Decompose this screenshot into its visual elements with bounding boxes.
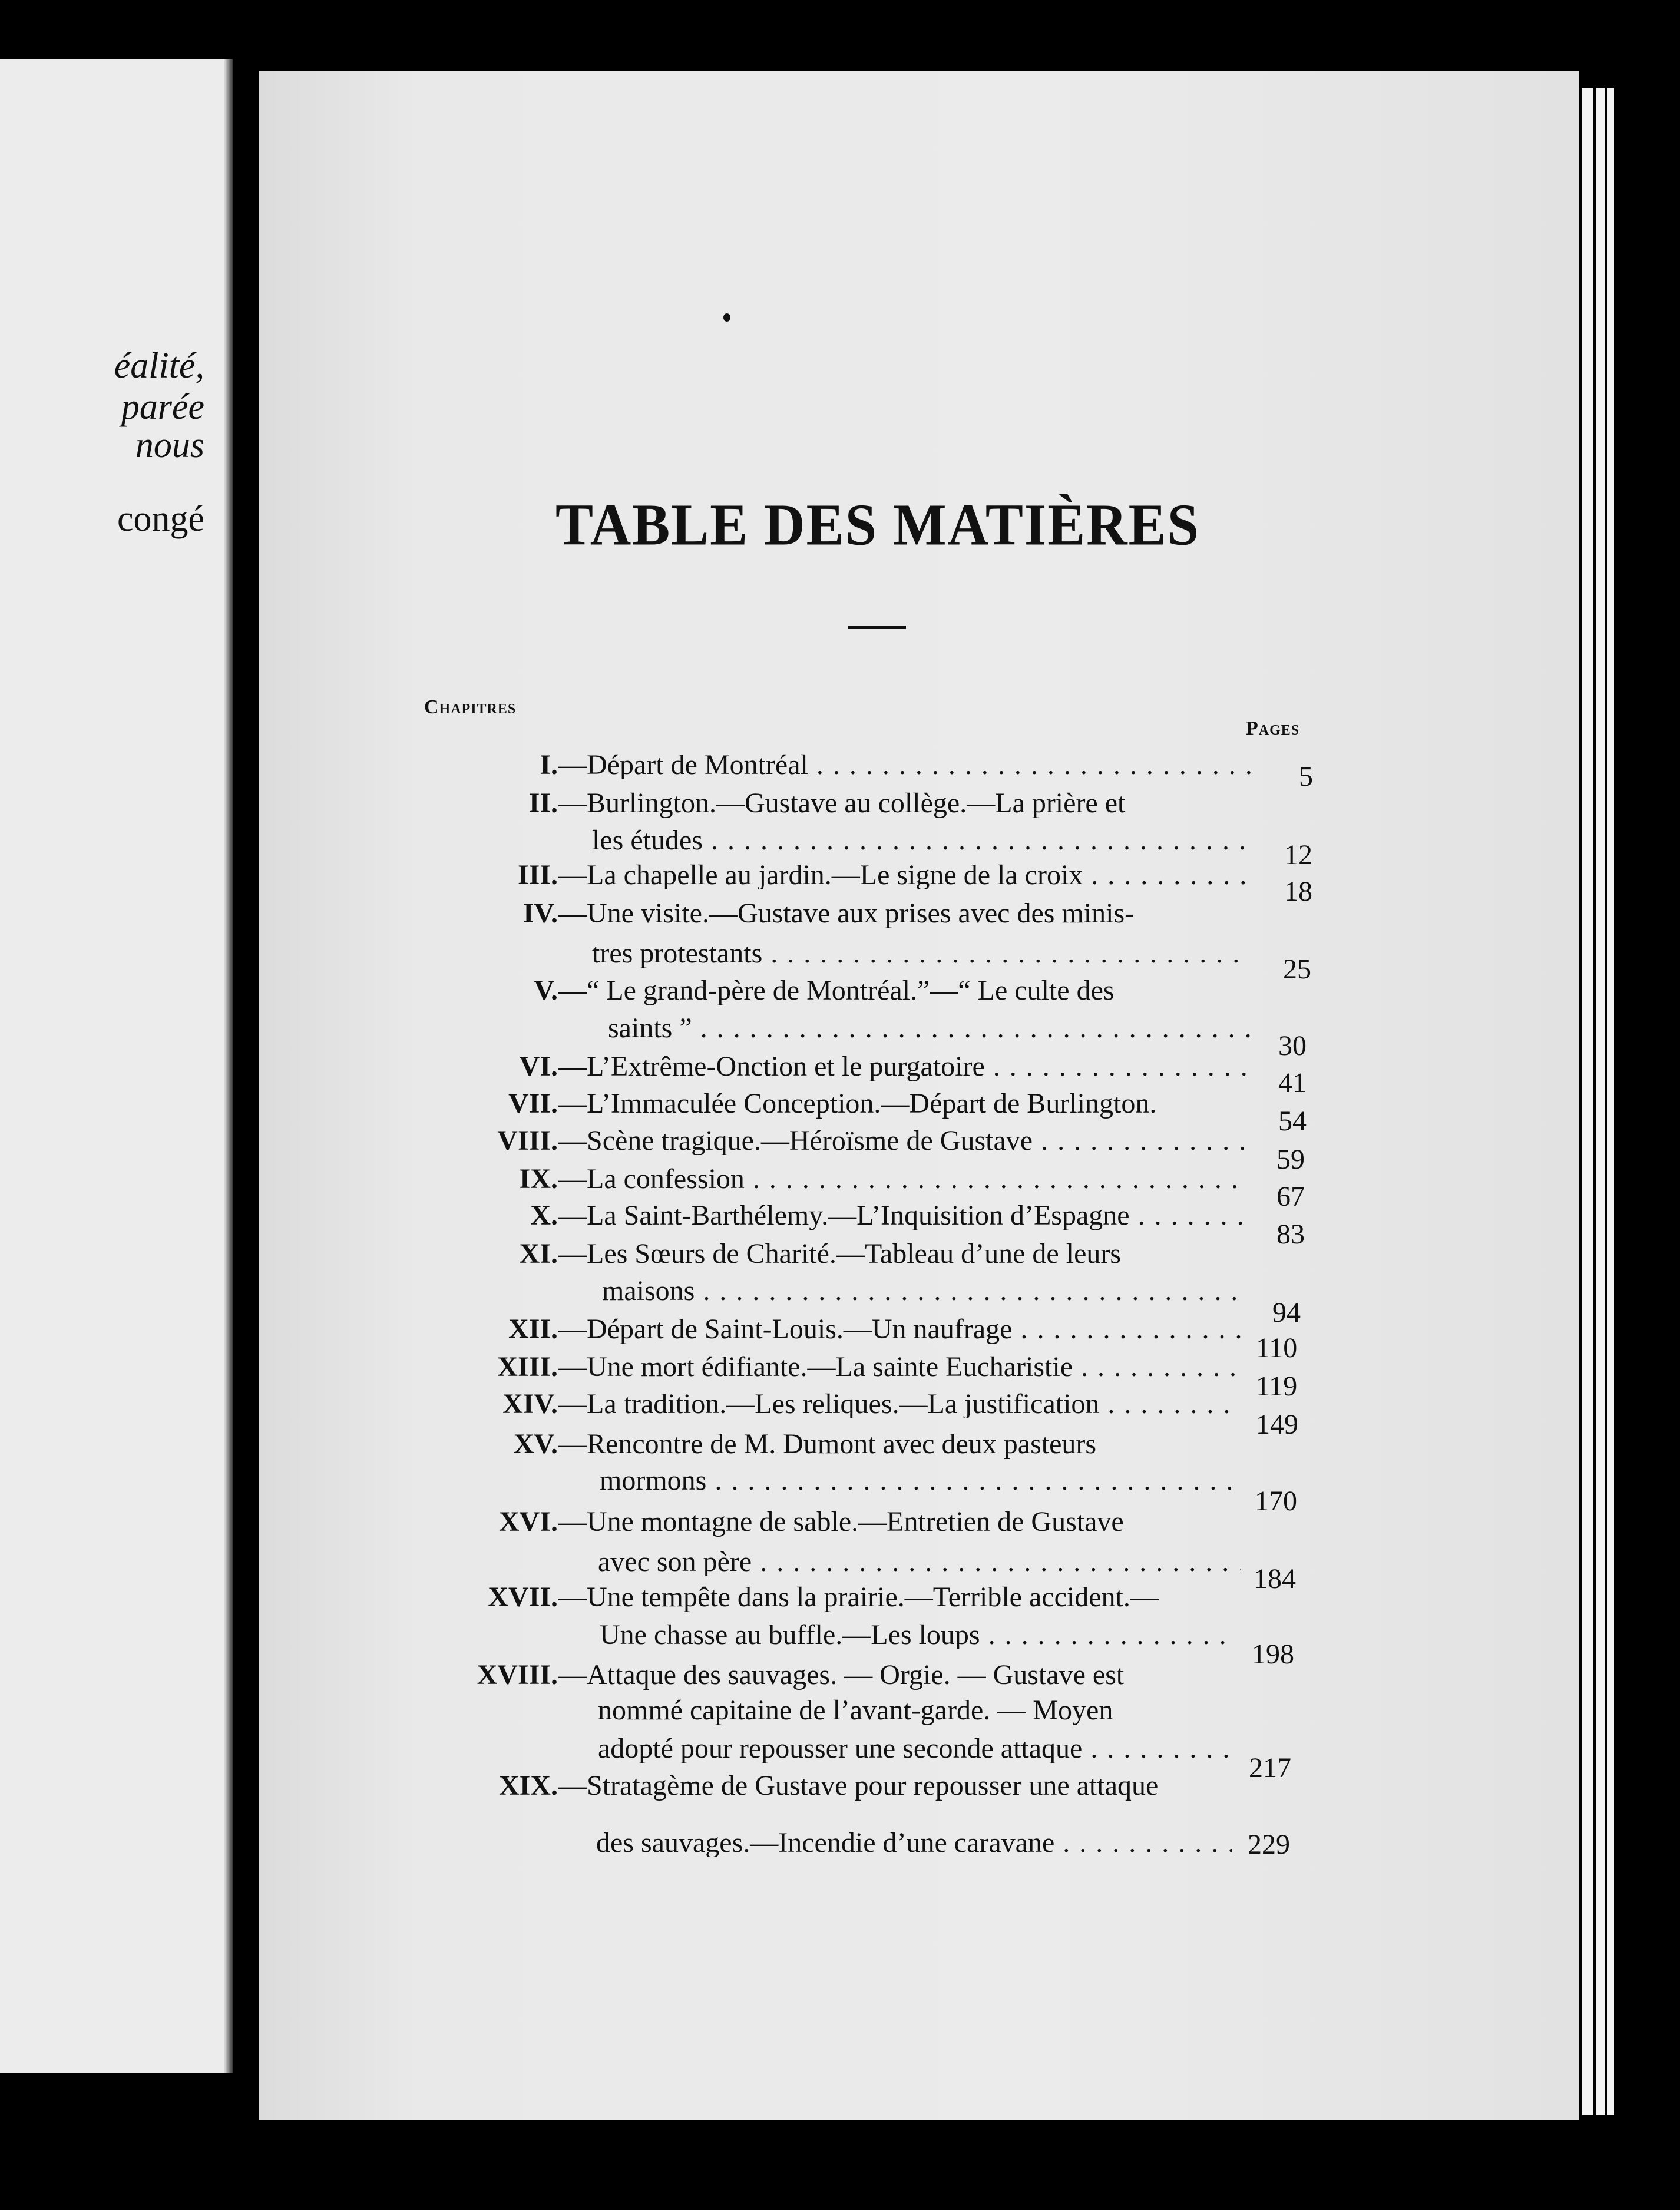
left-page-fragment-1: éalité, (114, 346, 204, 386)
chapter-title: —Départ de Montréal . . . (558, 751, 1254, 779)
chapter-title: —Une montagne de sable.—Entretien de Gustave (558, 1506, 1124, 1537)
chapter-title: —Une mort édifiante.—La sainte Eucharistie . . . (558, 1353, 1239, 1381)
chapter-number: VII. (508, 1088, 558, 1119)
chapter-title: —La confession . . . (558, 1165, 1245, 1193)
chapter-number: XV. (513, 1428, 558, 1460)
chapter-title: —La Saint-Barthélemy.—L’Inquisition d’Espagne . . . (558, 1202, 1242, 1230)
chapter-title: —L’Extrême-Onction et le purgatoire . . . (558, 1053, 1248, 1081)
chapter-title: —Les Sœurs de Charité.—Tableau d’une de leurs (558, 1238, 1122, 1269)
page-number: 149 (1256, 1409, 1298, 1440)
page-edge (1582, 88, 1593, 2115)
chapter-title: —Départ de Saint-Louis.—Un naufrage . . . (558, 1315, 1241, 1344)
chapters-header: Chapitres (424, 696, 517, 718)
chapter-number: VI. (519, 1051, 558, 1082)
page-number: 94 (1272, 1297, 1301, 1328)
page-number: 83 (1276, 1219, 1305, 1250)
page-number: 184 (1254, 1563, 1296, 1594)
chapter-title: —Une visite.—Gustave aux prises avec des minis- (558, 898, 1135, 929)
chapter-title-continued: tres protestants . . . (592, 939, 1251, 968)
chapter-title-continued: les études . . . (592, 826, 1254, 855)
chapter-number: XIX. (498, 1770, 558, 1801)
page-number: 119 (1256, 1371, 1298, 1402)
page-number: 110 (1256, 1332, 1298, 1364)
page-number: 25 (1283, 954, 1311, 985)
chapter-number: II. (528, 788, 558, 819)
chapter-number: XIII. (497, 1351, 558, 1382)
chapter-number: V. (534, 975, 558, 1006)
chapter-number: IX. (519, 1163, 558, 1195)
chapter-number: X. (530, 1200, 558, 1231)
left-page-fragment-3: nous (135, 425, 204, 465)
page-number: 59 (1276, 1144, 1305, 1175)
chapter-title: —“ Le grand-père de Montréal.”—“ Le culte des (558, 975, 1115, 1006)
chapter-title: —Une tempête dans la prairie.—Terrible accident.— (558, 1582, 1159, 1613)
page-number: 5 (1299, 761, 1313, 792)
chapter-number: IV. (522, 898, 558, 929)
chapter-number: XVIII. (477, 1659, 558, 1690)
chapter-title-continued: maisons . . . (602, 1277, 1243, 1305)
page-number: 30 (1278, 1030, 1307, 1061)
left-page-fragment-2: parée (121, 387, 204, 427)
chapter-title: —La chapelle au jardin.—Le signe de la croix . . . (558, 861, 1254, 889)
chapter-number: XIV. (502, 1388, 558, 1420)
chapter-number: XI. (519, 1238, 558, 1269)
page-title: TABLE DES MATIÈRES (555, 491, 1201, 558)
left-page-fragment-4: congé (117, 499, 204, 539)
chapter-title: —La tradition.—Les reliques.—La justification . . . (558, 1390, 1239, 1418)
left-page (0, 59, 233, 2073)
chapter-title: —Stratagème de Gustave pour repousser une attaque (558, 1770, 1159, 1801)
chapter-title-continued: des sauvages.—Incendie d’une caravane . . . (596, 1829, 1232, 1857)
chapter-title-continued: adopté pour repousser une seconde attaque . . . (598, 1735, 1233, 1763)
chapter-number: I. (540, 749, 558, 780)
chapter-title-continued: Une chasse au buffle.—Les loups . . . (600, 1621, 1237, 1649)
title-rule (848, 626, 906, 629)
page-number: 41 (1278, 1067, 1307, 1099)
page-number: 18 (1284, 876, 1312, 907)
chapter-number: XVI. (498, 1506, 558, 1537)
chapter-title: —Scène tragique.—Héroïsme de Gustave . . . (558, 1127, 1245, 1155)
page-number: 217 (1249, 1752, 1291, 1784)
page-number: 67 (1276, 1181, 1305, 1212)
page-edge (1607, 88, 1614, 2115)
chapter-number: XII. (508, 1314, 558, 1345)
chapter-number: XVII. (488, 1582, 558, 1613)
chapter-title: —Rencontre de M. Dumont avec deux pasteurs (558, 1428, 1097, 1460)
book-gutter (224, 59, 233, 2073)
chapter-title: —Attaque des sauvages. — Orgie. — Gustave est (558, 1659, 1125, 1690)
chapter-title: —L’Immaculée Conception.—Départ de Burlington. (558, 1088, 1157, 1119)
chapter-number: VIII. (497, 1125, 558, 1156)
chapter-title-continued: saints ” . . . (608, 1014, 1251, 1043)
chapter-title: —Burlington.—Gustave au collège.—La prière et (558, 788, 1126, 819)
page-number: 12 (1284, 839, 1312, 871)
page-number: 229 (1248, 1829, 1290, 1860)
chapter-title-continued: mormons . . . (600, 1467, 1242, 1495)
chapter-title-continued: avec son père . . . (598, 1548, 1241, 1576)
page-number: 54 (1278, 1106, 1307, 1137)
chapter-title-continued: nommé capitaine de l’avant-garde. — Moyen (598, 1695, 1113, 1726)
page-number: 170 (1255, 1486, 1297, 1517)
page-edge (1596, 88, 1605, 2115)
page-number: 198 (1252, 1639, 1294, 1670)
pages-header: Pages (1246, 717, 1300, 739)
chapter-number: III. (517, 859, 558, 891)
ink-speck (723, 313, 730, 322)
